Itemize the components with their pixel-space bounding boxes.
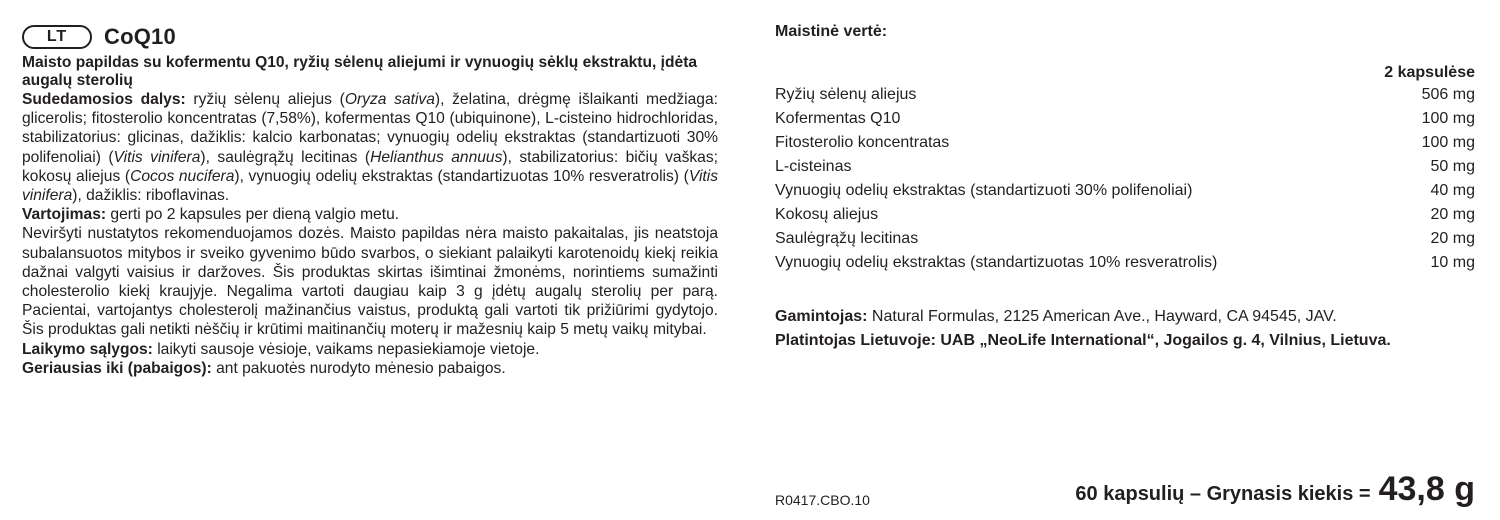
nutrient-name: Vynuogių odelių ekstraktas (standartizuoti 30% polifenoliai) [775,182,1193,199]
nutrient-name: Vynuogių odelių ekstraktas (standartizuotas 10% resveratrolis) [775,254,1218,271]
nutrition-table [775,83,1475,275]
usage-paragraph [22,205,718,224]
nutrient-name: Saulėgrąžų lecitinas [775,230,919,247]
ingredients-text-6: ), dažiklis: riboflavinas. [72,187,230,205]
ingredients-text-5: ), vynuogių odelių ekstraktas (standartizuotas 10% resveratrolis) ( [234,167,689,185]
footer [775,470,1475,510]
nutrient-amount: 10 mg [1430,254,1475,271]
nutrition-row [775,155,1475,179]
ingredients-paragraph [22,90,718,205]
nutrient-name: Ryžių sėlenų aliejus [775,86,917,103]
net-quantity [1075,470,1475,509]
nutrition-row [775,227,1475,251]
manufacturer-label: Gamintojas: [775,308,868,325]
product-name: CoQ10 [104,24,176,49]
ingredients-text-3: ), saulėgrąžų lecitinas ( [200,148,371,166]
nutrient-name: Fitosterolio koncentratas [775,134,950,151]
nutrient-amount: 50 mg [1430,158,1475,175]
nutrition-row [775,251,1475,275]
right-column [775,22,1475,353]
nutrient-amount: 40 mg [1430,182,1475,199]
ingredients-latin-1: Oryza sativa [344,91,435,108]
storage-text: laikyti sausoje vėsioje, vaikams nepasiekiamoje vietoje. [152,340,540,358]
ingredients-text-2: ), želatina, drėgmę išlaikanti medžiaga: glicerolis; fitosterolio koncentratas (7,58%), kofermentas Q10 (ubiquinone), L-cisteino hidrochloridas, stabilizatorius: glicinas, dažiklis: kalcio karbonatas; vynuogių odelių ekstraktas (standartizuoti 30% polifenoliai) ( [22,91,718,166]
net-quantity-label: 60 kapsulių – Grynasis kiekis = [1075,483,1371,505]
nutrient-amount: 20 mg [1430,230,1475,247]
nutrient-name: L-cisteinas [775,158,852,175]
ingredients-latin-5: Vitis vinifera [22,167,719,205]
ingredients-label: Sudedamosios dalys: [22,91,186,108]
usage-text: gerti po 2 kapsules per dieną valgio metu. [106,206,400,224]
nutrition-row [775,203,1475,227]
nutrition-row [775,131,1475,155]
ingredients-text-1: ryžių sėlenų aliejus ( [185,91,345,108]
storage-label: Laikymo sąlygos: [22,340,153,358]
distributor-line: Platintojas Lietuvoje: UAB „NeoLife International“, Jogailos g. 4, Vilnius, Lietuva. [775,332,1391,349]
nutrition-row [775,83,1475,107]
batch-code: R0417.CBO.10 [775,492,870,508]
ingredients-text-4: ), stabilizatorius: bičių vaškas; kokosų aliejus ( [22,148,718,185]
ingredients-latin-4: Cocos nucifera [130,167,235,185]
best-before-text: ant pakuotės nurodyto mėnesio pabaigos. [211,359,506,377]
nutrient-name: Kofermentas Q10 [775,110,901,127]
manufacturer-block [775,305,1475,353]
usage-label: Vartojimas: [22,206,107,224]
best-before-paragraph [22,359,718,378]
storage-paragraph [22,340,718,359]
ingredients-latin-2: Vitis vinifera [113,148,201,166]
nutrition-title: Maistinė vertė: [775,23,888,40]
nutrition-row [775,179,1475,203]
nutrition-row [775,107,1475,131]
best-before-label: Geriausias iki (pabaigos): [22,359,212,377]
nutrient-name: Kokosų aliejus [775,206,879,223]
title-row [22,22,718,52]
manufacturer-line [775,305,1475,329]
nutrient-amount: 100 mg [1421,110,1475,127]
nutrient-amount: 20 mg [1430,206,1475,223]
ingredients-latin-3: Helianthus annuus [370,148,503,166]
net-quantity-value: 43,8 g [1378,470,1475,508]
nutrient-amount: 100 mg [1421,134,1475,151]
nutrition-column-header: 2 kapsulėse [1384,64,1475,81]
manufacturer-text: Natural Formulas, 2125 American Ave., Hayward, CA 94545, JAV. [867,308,1337,325]
language-badge: LT [22,25,92,49]
product-subtitle: Maisto papildas su kofermentu Q10, ryžių sėlenų aliejumi ir vynuogių sėklų ekstraktu, įdėta augalų sterolių [22,54,698,89]
warning-paragraph: Neviršyti nustatytos rekomenduojamos dozės. Maisto papildas nėra maisto pakaitalas, jis neatstoja subalansuotos mitybos ir sveiko gyvenimo būdo svarbos, o siekiant palaikyti karotenoidų kiekį reikia dažnai valgyti vaisius ir daržoves. Šis produktas skirtas išimtinai žmonėms, norintiems sumažinti cholesterolio kiekį kraujyje. Negalima vartoti daugiau kaip 3 g įdėtų augalų sterolių per parą. Pacientai, vartojantys cholesterolį mažinančius vaistus, produktą gali vartoti tik prižiūrimi gydytojo. Šis produktas gali netikti nėščių ir krūtimi maitinančių moterų ir mažesnių kaip 5 metų vaikų mitybai. [22,225,718,339]
left-column [22,22,718,378]
nutrient-amount: 506 mg [1421,86,1475,103]
